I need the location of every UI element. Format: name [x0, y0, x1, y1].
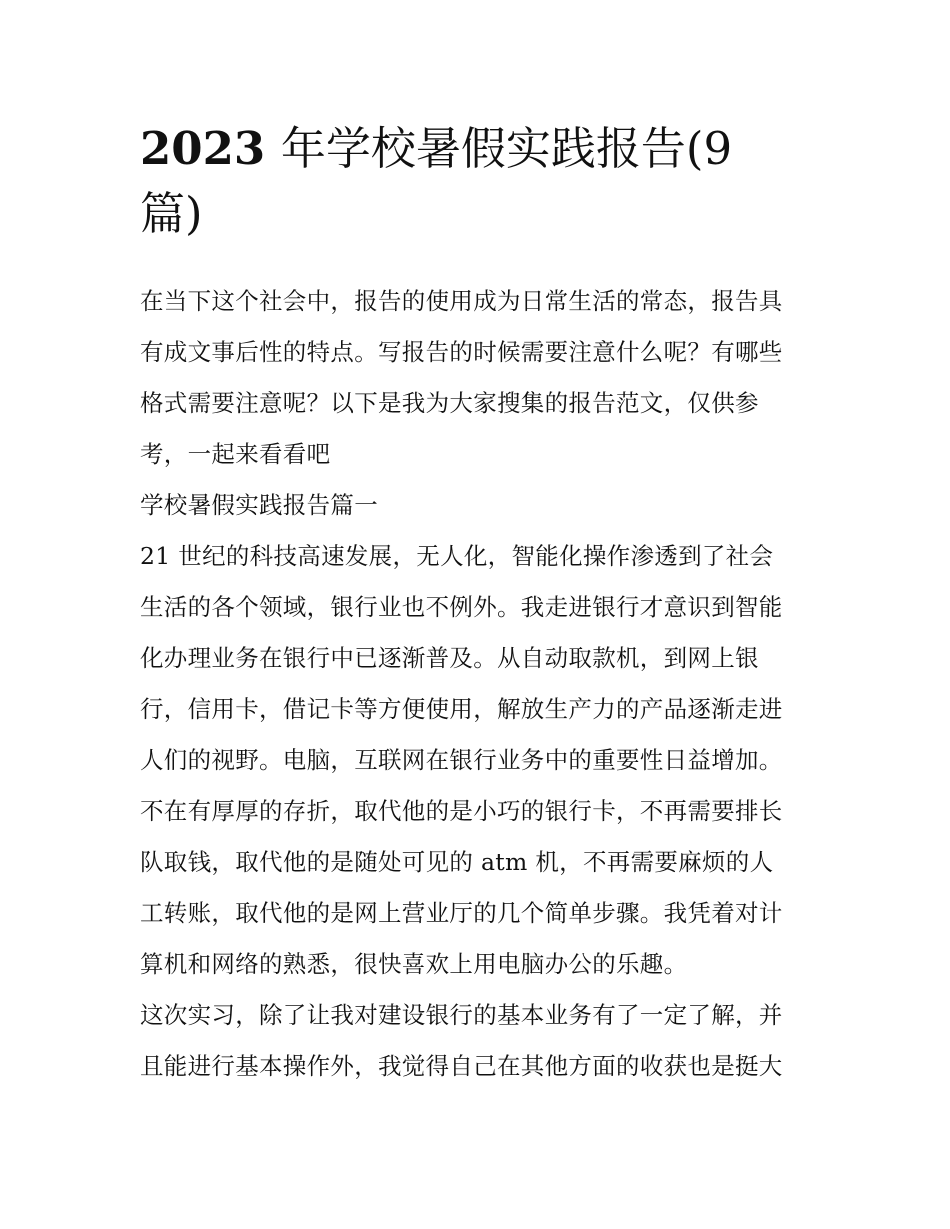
paragraph-1 — [140, 531, 812, 990]
text-line: 人们的视野。电脑，互联网在银行业务中的重要性日益增加。 — [140, 746, 783, 774]
text-line: 生活的各个领域，银行业也不例外。我走进银行才意识到智能 — [140, 593, 783, 621]
text-line: 工转账，取代他的是网上营业厅的几个简单步骤。我凭着对计 — [140, 899, 783, 927]
text-line: 这次实习，除了让我对建设银行的基本业务有了一定了解，并 — [140, 1001, 783, 1029]
text-line: 行，信用卡，借记卡等方便使用，解放生产力的产品逐渐走进 — [140, 695, 783, 723]
text-line: 有成文事后性的特点。写报告的时候需要注意什么呢？有哪些 — [140, 338, 783, 366]
text-line: 不在有厚厚的存折，取代他的是小巧的银行卡，不再需要排长 — [140, 797, 783, 825]
document-body — [140, 276, 812, 1092]
page-title — [140, 116, 800, 246]
text-line: 队取钱，取代他的是随处可见的 atm 机，不再需要麻烦的人 — [140, 848, 774, 876]
text-line: 考，一起来看看吧 — [140, 440, 331, 468]
title-year: 2023 — [140, 122, 266, 175]
text-line: 且能进行基本操作外，我觉得自己在其他方面的收获也是挺大 — [140, 1052, 783, 1080]
section-heading: 学校暑假实践报告篇一 — [140, 491, 378, 519]
title-text: 年学校暑假实践报告(9 — [280, 122, 733, 175]
text-line: 在当下这个社会中，报告的使用成为日常生活的常态，报告具 — [140, 287, 783, 315]
text-line: 化办理业务在银行中已逐渐普及。从自动取款机，到网上银 — [140, 644, 759, 672]
paragraph-2 — [140, 990, 812, 1092]
text-line: 算机和网络的熟悉，很快喜欢上用电脑办公的乐趣。 — [140, 950, 688, 978]
title-line-2: 篇) — [140, 187, 203, 240]
intro-paragraph — [140, 276, 812, 480]
text-line: 格式需要注意呢？以下是我为大家搜集的报告范文，仅供参 — [140, 389, 759, 417]
text-line: 21 世纪的科技高速发展，无人化，智能化操作渗透到了社会 — [140, 542, 774, 570]
